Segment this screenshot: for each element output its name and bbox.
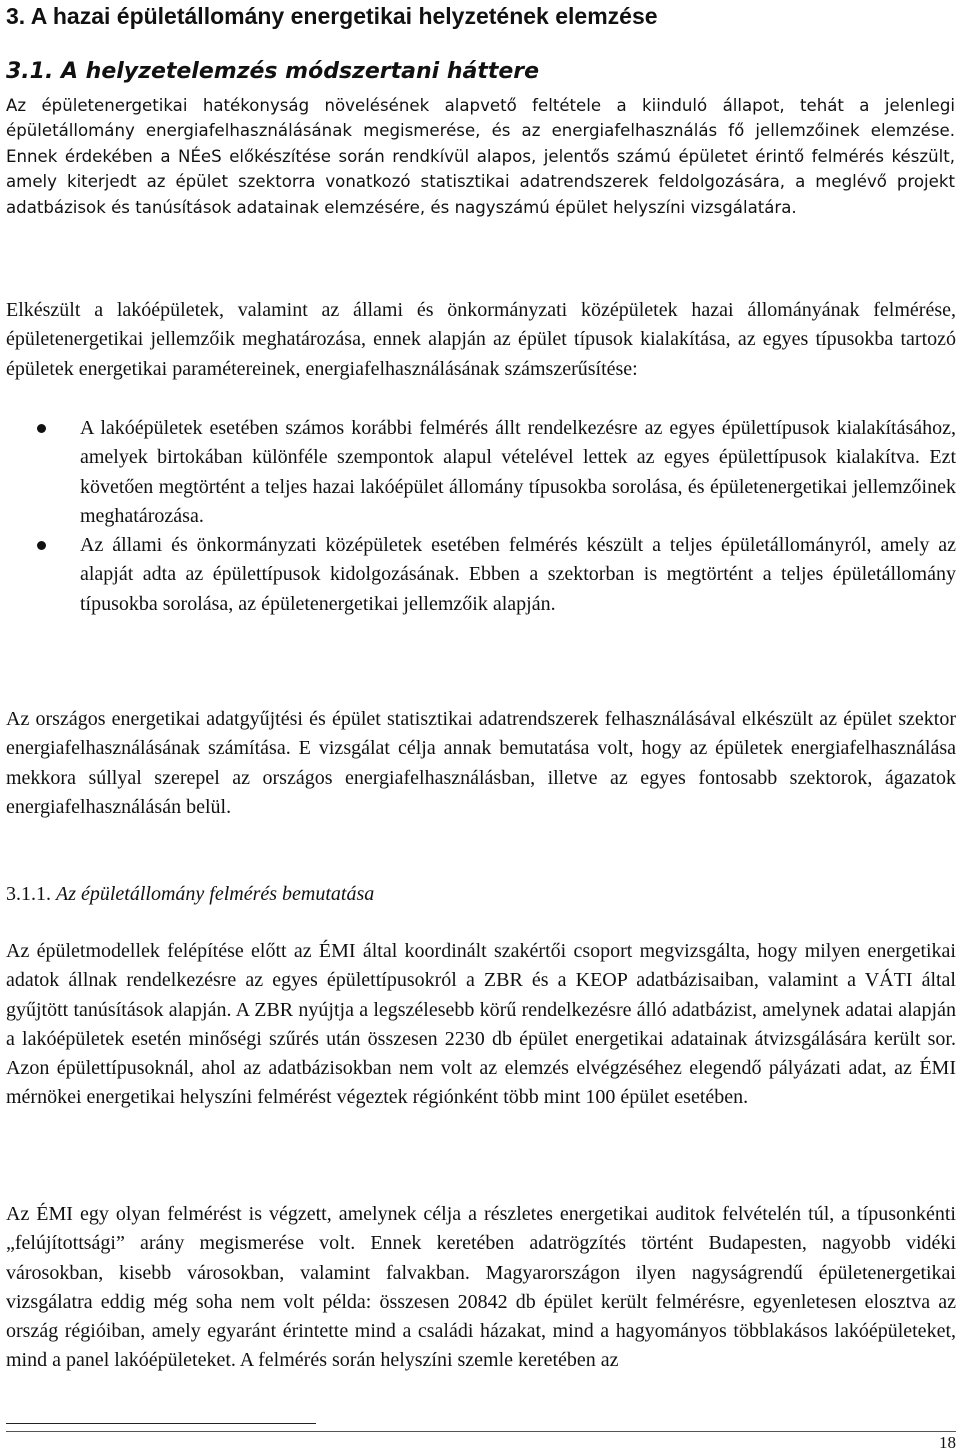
page-number: 18: [939, 1433, 956, 1452]
intro-paragraph-part-b: [6, 145, 955, 218]
intro-paragraph: [6, 94, 955, 220]
chapter-heading: 3. A hazai épületállomány energetikai helyzetének elemzése: [6, 3, 658, 29]
section-heading: 3.1. A helyzetelemzés módszertani háttere: [6, 59, 540, 84]
footnote-separator: [6, 1423, 316, 1424]
intro-paragraph-part-a: Az épületenergetikai hatékonyság növelésének alapvető feltétele a kiinduló állapot, tehát a jelenlegi épületállomány energiafelhasználásának megismerése, és az energiafelhasználás fő jellemzőinek elemzése.: [6, 96, 955, 141]
list-item-text: A lakóépületek esetében számos korábbi felmérés állt rendelkezésre az egyes épülettípusok kialakításához, amelyek birtokában különféle szempontok alapul vételével lettek az egyes épülettípusok kialakítva. Ezt követően megtörtént a teljes hazai lakóépület állomány típusokba sorolása, és épületenergetikai jellemzőinek meghatározása.: [80, 417, 956, 527]
paragraph-emi-survey: Az ÉMI egy olyan felmérést is végzett, amelynek célja a részletes energetikai auditok felvételén túl, a típusonkénti „felújítottsági” arány megismerése volt. Ennek keretében adatrögzítés történt Budapesten, nagyobb vidéki városokban, kisebb városokban, valamint falvakban. Magyarországon ilyen nagyságrendű épületenergetikai vizsgálatra eddig még soha nem volt példa: összesen 20842 db épület került felmérésre, egyenletesen elosztva az ország régióiban, amely egyaránt érintette mind a családi házakat, mind a hagyományos többlakásos lakóépületeket, mind a panel lakóépületeket. A felmérés során helyszíni szemle keretében az: [6, 1203, 956, 1372]
paragraph-building-survey: Elkészült a lakóépületek, valamint az állami és önkormányzati középületek hazai állományának felmérése, épületenergetikai jellemzőik meghatározása, ennek alapján az épület típusok kialakítása, az egyes típusokba tartozó épületek energetikai paramétereinek, energiafelhasználásának számszerűsítése:: [6, 299, 956, 380]
bullet-list: [0, 414, 960, 619]
list-item: [0, 531, 960, 619]
paragraph-building-models: Az épületmodellek felépítése előtt az ÉMI által koordinált szakértői csoport megvizsgálta, hogy milyen energetikai adatok állnak rendelkezésre az egyes épülettípusokról a ZBR és a KEOP adatbázisaiban, valamint a VÁTI által gyűjtött tanúsítások alapján. A ZBR nyújtja a legszélesebb körű rendelkezésre álló adatbázist, amelynek adatai alapján a lakóépületek esetén minőségi szűrés után összesen 2230 db épület energetikai adatainak átvizsgálására került sor. Azon épülettípusoknál, ahol az adatbázisokban nem volt az elemzés elvégzéséhez elegendő pályázati adat, az ÉMI mérnökei energetikai helyszíni felmérést végeztek régiónként több mint 100 épület esetében.: [6, 940, 956, 1109]
footer-rule: [6, 1431, 956, 1432]
intro-paragraph-part-b-text: Ennek érdekében a NÉeS előkészítése során rendkívül alapos, jelentős számú épületet érintő felmérés készült, amely kiterjedt az épület szektorra vonatkozó statisztikai adatrendszerek feldolgozására, a meglévő projekt adatbázisok és tanúsítások adatainak elemzésére, és nagyszámú épület helyszíni vizsgálatára.: [6, 146, 955, 217]
list-item-text: Az állami és önkormányzati középületek esetében felmérés készült a teljes épületállományról, amely az alapját adta az épülettípusok kidolgozásának. Ebben a szektorban is megtörtént a teljes épületállomány típusokba sorolása, az épületenergetikai jellemzőik alapján.: [80, 534, 956, 615]
subsection-title: Az épületállomány felmérés bemutatása: [56, 883, 375, 905]
subsection-number: 3.1.1.: [6, 883, 51, 905]
subsection-heading: [6, 880, 374, 909]
bullet-icon: [37, 424, 46, 433]
bullet-icon: [37, 541, 46, 550]
paragraph-national-statistics: Az országos energetikai adatgyűjtési és épület statisztikai adatrendszerek felhasználásával elkészült az épület szektor energiafelhasználásának számítása. E vizsgálat célja annak bemutatása volt, hogy az épületek energiafelhasználása mekkora súllyal szerepel az országos energiafelhasználásban, illetve az egyes fontosabb szektorok, ágazatok energiafelhasználásán belül.: [6, 708, 956, 818]
list-item: [0, 414, 960, 531]
